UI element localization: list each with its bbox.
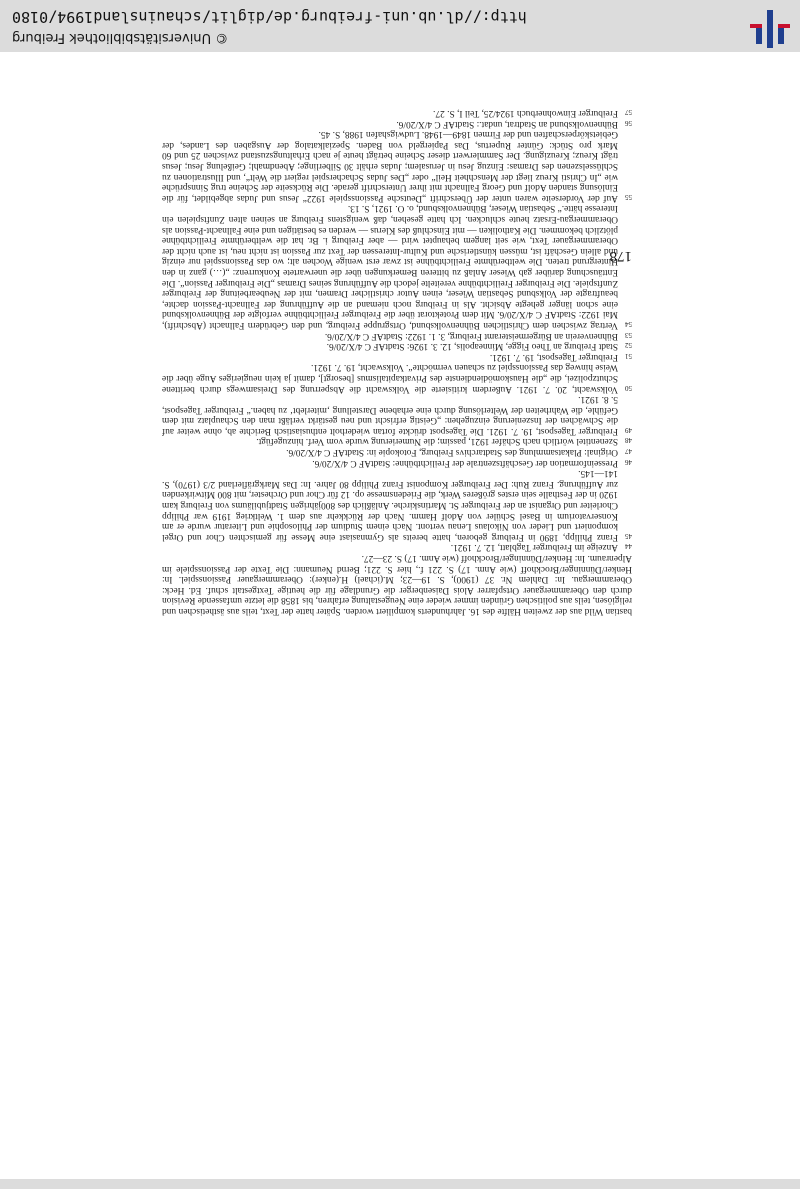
footnote [162, 542, 632, 553]
footnote-number: 55 [625, 192, 632, 201]
page-number: 178 [609, 248, 632, 264]
footnote-text: Stadt Freiburg an Theo Figge, Minneapolis, 12. 3. 1926: StadtAF C 4/X/20/6. [326, 341, 618, 352]
footnote [162, 330, 632, 341]
copyright-label: © Universitätsbibliothek Freiburg [12, 30, 229, 45]
footnote-text: Auf der Vorderseite waren unter der Überschrift „Deutsche Passionsspiele 1922“ Jesus und Judas abgebildet, für die Einlösung standen Adolf und Georg Fallnacht mit ihrer Unterschrift gerade. Die Rückseite der Scheine trug Sinnsprüche wie „In Christi Kreuz liegt der Menschheit Heil“ oder „Des Judas Schacherspiel regiert die Welt“, und Illustrationen zu Schlüsselszenen des Dramas: Einzug Jesu in Jerusalem; Judas erhält 30 Silberlinge; Abendmahl; Geißelung Jesu; Jesus trägt Kreuz; Kreuzigung. Der Sammlerwert dieser Scheine beträgt heute je nach Erhaltungszustand zwischen 25 und 60 Mark pro Stück: Günter Rupertus, Das Papiergeld von Baden. Spezialkatalog der Ausgaben des Landes, der Gebietskörperschaften und der Firmen 1849—1948. Ludwigshafen 1988, S. 45. [162, 129, 618, 203]
footnote-number: 54 [625, 319, 632, 328]
top-strip [0, 1179, 800, 1189]
footnote-number: 51 [625, 351, 632, 360]
footnote-text: Vertrag zwischen dem Christlichen Bühnenvolksbund, Ortsgruppe Freiburg, und den Gebrüdern Fallnacht (Abschrift), Mai 1922: StadtAF C 4/X/20/6. Mit dem Protektorat über die Freiburger Freilichtbühne verfolgte der Bühnenvolksbund eine schon länger gehegte Absicht. Als in Freiburg noch niemand an die Aufführung der Fallnacht-Passion dachte, beauftragte der Volksbund Sebastian Wieser, einen Autor christlicher Dramen, mit der Neubearbeitung der Freiburger Zunftspiele. Die Freiburger Freilichtbühne vereitelte jedoch die Aufführung seines Dramas „Die Freiburger Passion“. Die Enttäuschung darüber gab Wieser Anlaß zu bitteren Bemerkungen über die unerwartete Konkurrenz: „(…) ganz in den Hintergrund treten. Die weltberühmte Freilichtbühne ist zwar erst wenige Wochen alt; wo das Passionsspiel nur einzig und allein Geschäft ist, müssen künstlerische und Kultur-Interessen der Text zur Passion ist nicht neu, ist auch nicht der Oberammergauer Text, wie seit langem behauptet wird — aber Freiburg i. Br. hat die weltberühmte Freilichtbühne plötzlich bekommen. Die Katholiken — mit Einschluß des Klerus — werden es bestätigen und eine Fallnacht-Passion als Oberammergau-Ersatz heute schlucken. Ich hatte gesehen, daß wenigstens Freiburg an seinen alten Zunftspielen ein Interesse hätte.“ Sebastian Wieser, Bühnenvolksbund, o. O. 1921, S. 13. [162, 203, 618, 330]
source-url[interactable]: http://dl.ub.uni-freiburg.de/diglit/schauinsland1994/0180 [12, 8, 527, 26]
footnote-text: Anzeige im Freiburger Tagblatt, 12. 7. 1921. [450, 542, 618, 553]
footnote [162, 447, 632, 458]
footnote-number: 57 [625, 108, 632, 117]
footnote-number: 44 [625, 542, 632, 551]
footnote [162, 351, 632, 362]
intro-paragraph: bastian Wild aus der zweiten Hälfte des 16. Jahrhunderts kompiliert worden. Später hatte der Text, teils aus ästhetischen und religiösen, teils aus politischen Gründen immer wieder eine Neugestaltung erfahren, bis 1858 die letzte umfassende Revision durch den Oberammergauer Ortspfarrer Alois Daisenberger die Grundlage für die heutige Textgestalt schuf. Ed. Heck: Oberammergau. In: Dahlem Nr. 37 (1900), S. 19—23; M.(ichael) H.(enker): Oberammergauer Passionsspiel. In: Henker/Dünninger/Brockhoff (wie Anm. 17) S. 221 f., hier S. 221; Bernd Neumann: Die Texte der Passionsspiele im Alpenraum. In: Henker/Dünninger/Brockhoff (wie Anm. 17) S. 23—27. [162, 553, 632, 616]
footnote-text: Presseinformation der Geschäftszentrale der Freilichtbühne: StadtAF C 4/X/20/6. [312, 457, 618, 468]
footnote-text: Original: Plakatsammlung des Stadtarchivs Freiburg, Fotokopie in: StadtAF C 4/X/20/6. [286, 447, 618, 458]
footnote-list [162, 108, 632, 553]
footnote-number: 48 [625, 436, 632, 445]
footnote-text: Szenentitel wörtlich nach Schäfer 1921, passim; die Numerierung wurde vom Verf. hinzugefügt. [256, 436, 618, 447]
footnote-number: 46 [625, 457, 632, 466]
footnote-text: Freiburger Einwohnerbuch 1924/25, Teil I, S. 27. [433, 108, 618, 119]
footnote [162, 468, 632, 542]
footnote [162, 108, 632, 119]
footnote-number: 47 [625, 447, 632, 456]
footnote-text-block [162, 108, 632, 617]
footer-bar [0, 0, 800, 52]
footnote-number: 45 [625, 531, 632, 540]
footnote [162, 394, 632, 436]
footnote [162, 457, 632, 468]
footnote-number: 56 [625, 118, 632, 127]
footnote [162, 129, 632, 203]
footnote-text: Franz Philipp, 1890 in Freiburg geboren, hatte bereits als Gymnasiast eine Messe für gemischten Chor und Orgel komponiert und Lieder von Nikolaus Lenau vertont. Nach einem Studium der Philosophie und Literatur wurde er am Konservatorium in Basel Schüler von Adolf Hamm. Nach der Rückkehr aus dem 1. Weltkrieg 1919 war Philipp Chorleiter und Organist an der Freiburger St. Martinskirche. Anläßlich des 800jährigen Stadtjubiläums von Freiburg kam 1920 in der Festhalle sein erstes größeres Werk, die Friedensmesse op. 12 für Chor und Orchester, mit 800 Mitwirkenden zur Aufführung. Franz Ruh: Der Freiburger Komponist Franz Philipp 80 Jahre. In: Das Markgräflerland 2/3 (1970), S. 141—145. [162, 468, 618, 542]
ub-freiburg-logo-icon [750, 10, 790, 48]
footnote-text: Bühnenverein an Bürgermeisteramt Freiburg, 3. 1. 1922: StadtAF C 4/X/20/6. [324, 330, 618, 341]
footnote-text: Bühnenvolksbund an Stadtrat, undat.: StadtAF C 4/X/20/6. [396, 118, 618, 129]
footnote-number: 49 [625, 425, 632, 434]
footnote [162, 341, 632, 352]
footnote-number: 50 [625, 383, 632, 392]
footnote-number: 53 [625, 330, 632, 339]
footnote [162, 436, 632, 447]
footnote-text: Freiburger Tagespost, 19. 7. 1921. [489, 351, 618, 362]
footnote [162, 118, 632, 129]
footnote [162, 203, 632, 330]
footnote-text: Freiburger Tagespost, 19. 7. 1921. Die Tagespost drückte fortan wiederholt enthusiastisch Berichte ab, ohne weiter auf die Schwächen der Inszenierung einzugehen: „Geistig erfrischt und neu gestärkt verläßt man den Schauplatz mit dem Gefühle, die Wahrheiten der Welterlösung durch eine erhabene Darstellung ‚miterlebt‘ zu haben.“ Freiburger Tagespost, 5. 8. 1921. [162, 394, 618, 436]
footnote [162, 362, 632, 394]
footnote-text: Volkswacht, 20. 7. 1921. Außerdem kritisierte die Volkswacht die Absperrung des Dreisamwegs durch berittene Schutzpolizei, die „die Hauskomödiendienste des Privatkapitalismus [besorgt], damit ja kein neugieriges Auge über die Weise hinweg das Passionsspiel zu schauen vermöchte“. Volkswacht, 19. 7. 1921. [162, 362, 618, 394]
footnote-number: 52 [625, 341, 632, 350]
